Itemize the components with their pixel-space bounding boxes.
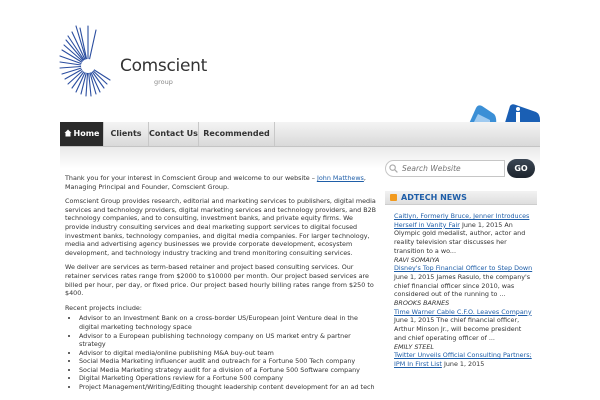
list-item: • Digital Marketing Operations review for a Fortune 500 company [79,374,377,383]
home-icon [64,129,72,137]
comscient-logo-icon [58,22,118,100]
news-date: June 1, 2015 [461,220,503,229]
nav-contact[interactable]: Contact Us [149,122,199,146]
news-summary: James Rasulo, the company's chief financial officer since 2010, was considered out of the running to ... [394,272,531,299]
news-author: EMILY STEEL [394,342,434,351]
projects-list [65,314,377,391]
news-date: June 1, 2015 [394,272,435,281]
list-item: • Project Management/Writing/Editing thought leadership content development for an ad tech [79,383,377,392]
intro-text-end: , Managing Principal and Founder, Comscient Group. [65,174,366,191]
nav-clients[interactable]: Clients [104,122,149,146]
intro-text: Thank you for your interest in Comscient Group and welcome to our website – [65,174,315,182]
nav-home[interactable] [60,122,104,146]
list-item: • Social Media Marketing influencer audit and outreach for a Fortune 500 Tech company [79,357,377,366]
adtech-news-header [385,191,537,205]
news-item [394,351,534,368]
list-item: • Advisor to an Investment Bank on a cross-border US/European Joint Venture deal in the digital marketing technology space [79,314,377,331]
news-item [394,264,534,308]
news-summary: An Olympic gold medalist, author, actor and reality television star discusses her transition to a wo... [394,220,526,255]
intro-paragraph [65,174,377,191]
search-go-button[interactable]: GO [507,159,535,178]
main-nav [60,122,540,147]
news-list [394,212,534,369]
news-title: ADTECH NEWS [401,193,467,202]
news-item [394,212,534,264]
rss-icon[interactable] [390,194,397,201]
search-input[interactable] [385,160,505,177]
news-item [394,308,534,352]
main-content [65,174,377,392]
logo[interactable] [58,22,207,102]
nav-home-label: Home [73,129,100,138]
news-headline-link[interactable]: Time Warner Cable C.F.O. Leaves Company [394,307,532,316]
news-date: June 1, 2015 [394,316,435,325]
news-headline-link[interactable]: Twitter Unveils Official Consulting Partners; IPM In First List [394,351,532,368]
search-icon [389,164,398,173]
list-item: • Social Media Marketing strategy audit for a division of a Fortune 500 Software company [79,366,377,375]
rates-paragraph: We deliver are services as term-based retainer and project based consulting services. Our retainer services rates range from $2000 to $10000 per month. Our project based services are billed per hour, per day, or fixed price. Our project based hourly billing rates range from $250 to $400. [65,263,374,298]
services-paragraph: Comscient Group provides research, editorial and marketing services to publishers, digital media services and technology providers, digital marketing services and technology providers, and B2B technology companies, and to consulting, investment banks, and private equity firms. We provide industry consulting services and deal marketing support services to digital focused investment banks, technology companies, and digital media companies. For larger technology, media and advertising agency businesses we provide corporate development, ecosystem development, and technology industry tracking and trend monitoring consulting services. [65,197,377,257]
projects-label: Recent projects include: [65,303,142,312]
logo-wordmark: Comscient [120,56,207,76]
list-item: • Advisor to a European publishing technology company on US market entry & partner strategy [79,332,377,349]
news-headline-link[interactable]: Disney's Top Financial Officer to Step Down [394,264,533,273]
news-date: June 1, 2015 [443,359,485,368]
news-author: RAVI SOMAIYA [394,255,440,264]
list-item: • Advisor to digital media/online publishing M&A buy-out team [79,349,377,358]
logo-subtitle: group [154,78,173,86]
news-headline-link[interactable]: Caitlyn, Formerly Bruce, Jenner Introduces Herself in Vanity Fair [394,212,530,229]
nav-recommended[interactable]: Recommended [199,122,275,146]
news-summary: The chief financial officer, Arthur Minson Jr., will become president and chief operating officer of ... [394,316,522,342]
news-author: BROOKS BARNES [394,299,450,308]
founder-link[interactable]: John Matthews [316,174,364,182]
